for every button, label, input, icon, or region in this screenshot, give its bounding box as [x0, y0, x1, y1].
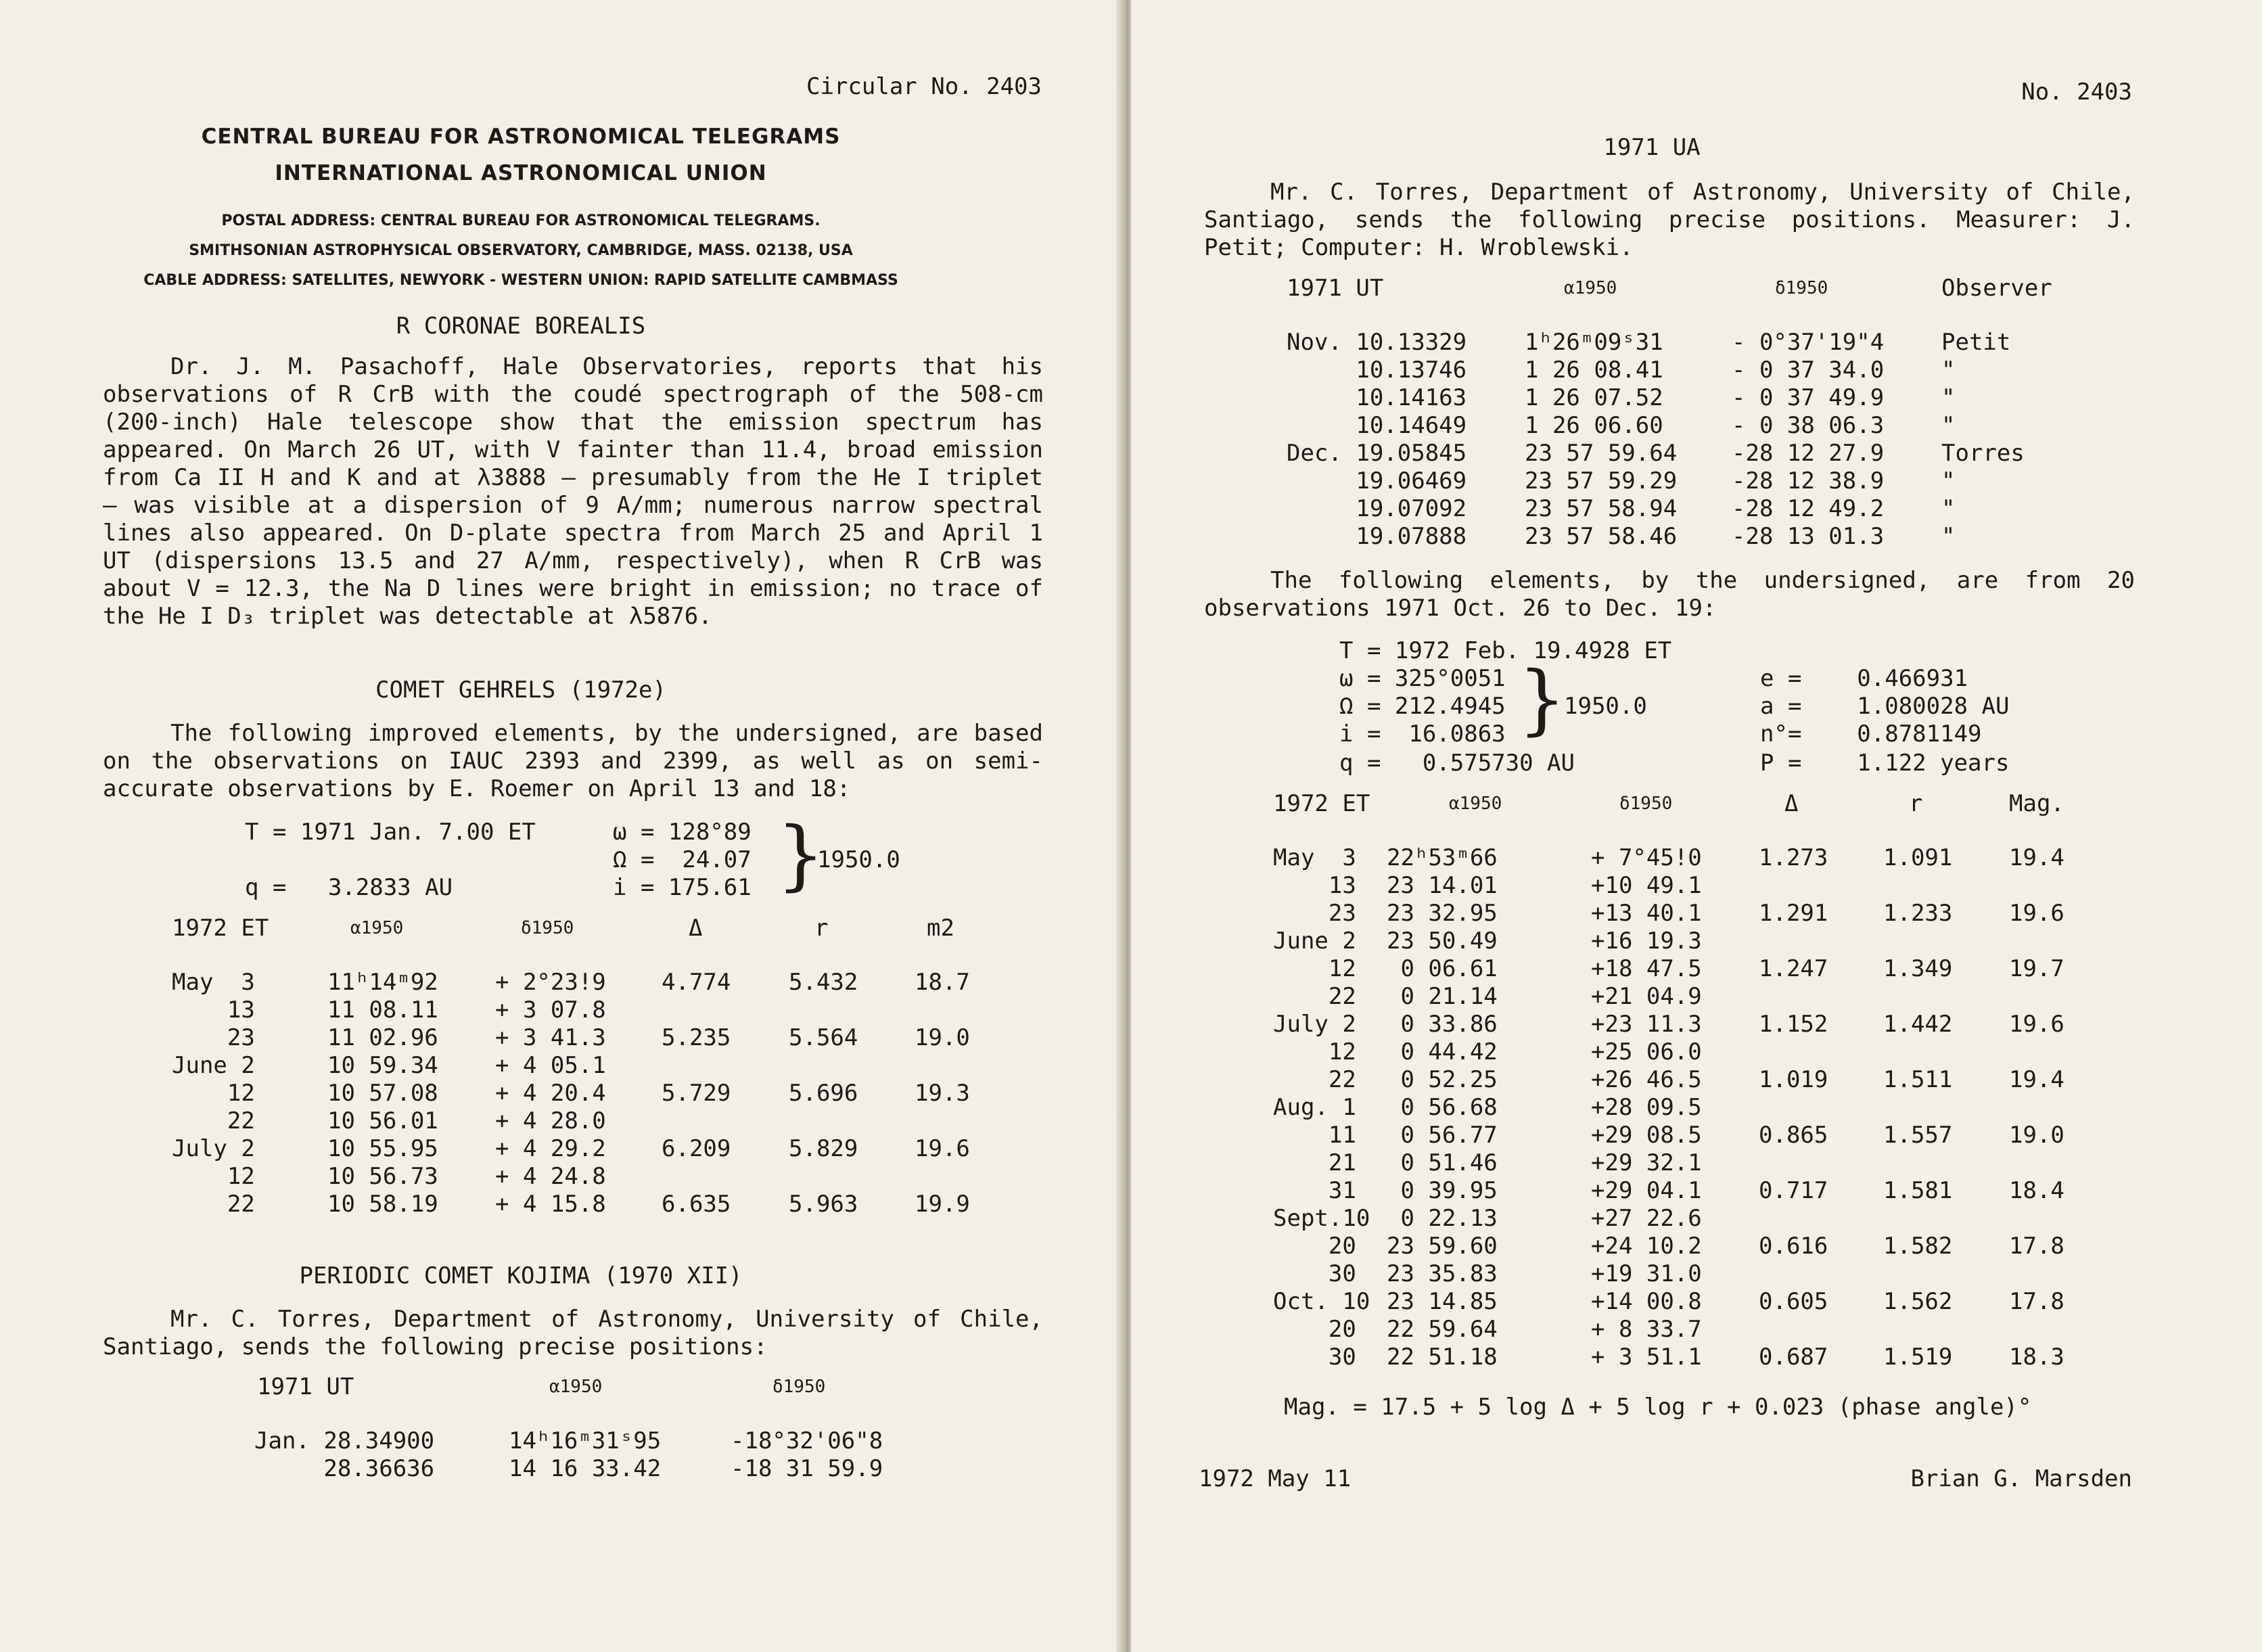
table-cell-dec: +29 04.1 — [1591, 1177, 1702, 1204]
table-cell-date: 30 — [1273, 1344, 1356, 1371]
ua-text: Mr. C. Torres, Department of Astronomy, University of Chile, Santiago, sends the following precise positions. Measurer: J. Petit; Computer: H. Wroblewski. — [1204, 179, 2135, 261]
table-header-dec: δ1950 — [772, 1377, 826, 1397]
table-cell-mag: 18.4 — [2009, 1177, 2064, 1204]
table-header-r: r — [1909, 790, 1923, 817]
ua-positions-table — [1131, 275, 2262, 559]
circular-number-right: No. 2403 — [2021, 78, 2132, 106]
table-cell-dec: - 0°37'19"4 — [1732, 329, 1885, 356]
table-header-mag: m2 — [927, 915, 954, 942]
table-header-dec: δ1950 — [1775, 278, 1828, 298]
table-header-ra: α1950 — [1449, 794, 1502, 814]
table-cell-delta: 1.291 — [1759, 900, 1828, 927]
table-cell-observer: Petit — [1941, 329, 2011, 356]
table-cell-dec: +14 00.8 — [1591, 1288, 1702, 1315]
gehrels-text: The following improved elements, by the undersigned, are based on the observations on IAUC 2393 and 2399, as well as on semi-accurate observations by E. Roemer on April 13 and 18: — [103, 720, 1043, 802]
table-cell-delta: 0.717 — [1759, 1177, 1828, 1204]
rcrb-title: R CORONAE BOREALIS — [396, 313, 646, 340]
table-cell-ra: 14ʰ16ᵐ31ˢ95 — [509, 1427, 662, 1454]
table-cell-dec: -18 31 59.9 — [731, 1455, 883, 1482]
table-cell-date: 22 — [1273, 983, 1356, 1010]
table-cell-dec: -28 12 38.9 — [1732, 467, 1885, 495]
table-cell-dec: + 2°23!9 — [495, 969, 606, 996]
table-cell-dec: +19 31.0 — [1591, 1260, 1702, 1287]
table-cell-r: 1.349 — [1883, 955, 1953, 982]
table-header-dec: δ1950 — [521, 918, 574, 938]
table-cell-dec: + 3 07.8 — [495, 996, 606, 1024]
table-cell-r: 5.696 — [789, 1080, 858, 1107]
ua-element-omega: ω = 325°0051 — [1339, 665, 1506, 692]
table-cell-date: 12 — [172, 1163, 255, 1190]
table-cell-dec: + 4 28.0 — [495, 1107, 606, 1134]
table-cell-r: 1.581 — [1883, 1177, 1953, 1204]
table-cell-ra: 23 35.83 — [1387, 1260, 1498, 1287]
table-header-mag: Mag. — [2009, 790, 2064, 817]
table-cell-mag: 19.0 — [2009, 1122, 2064, 1149]
table-cell-date: Oct. 10 — [1273, 1288, 1370, 1315]
table-cell-mag: 19.4 — [2009, 1066, 2064, 1093]
table-cell-ra: 0 39.95 — [1387, 1177, 1498, 1204]
table-cell-ra: 10 55.95 — [327, 1135, 438, 1162]
ua-ephemeris-table — [1131, 790, 2262, 1392]
table-cell-date: July 2 — [1273, 1011, 1356, 1038]
table-cell-date: Dec. 19.05845 — [1287, 440, 1467, 467]
table-cell-delta: 0.605 — [1759, 1288, 1828, 1315]
table-cell-ra: 14 16 33.42 — [509, 1455, 662, 1482]
rcrb-text: Dr. J. M. Pasachoff, Hale Observatories, reports that his observations of R CrB with the coudé spectrograph of the 508-cm (200-inch) Hale telescope show that the emission spectrum has appeared. On March 26 UT, with V fainter than 11.4, broad emission from Ca II H and K and at λ3888 — presumably from the He I triplet — was visible at a dispersion of 9 A/mm; numerous narrow spectral lines also appeared. On D-plate spectra from March 25 and April 1 UT (dispersions 13.5 and 27 A/mm, respectively), when R CrB was about V = 12.3, the Na D lines were bright in emission; no trace of the He I D₃ triplet was detectable at λ5876. — [103, 353, 1043, 630]
table-cell-date: May 3 — [172, 969, 255, 996]
gehrels-element-omega: ω = 128°89 — [613, 819, 752, 846]
issue-date: 1972 May 11 — [1199, 1465, 1352, 1492]
table-cell-ra: 0 21.14 — [1387, 983, 1498, 1010]
table-cell-ra: 22ʰ53ᵐ66 — [1387, 844, 1498, 871]
postal-address-line1: POSTAL ADDRESS: CENTRAL BUREAU FOR ASTRONOMICAL TELEGRAMS. — [221, 212, 821, 229]
gehrels-element-T: T = 1971 Jan. 7.00 ET — [245, 819, 536, 846]
kojima-title: PERIODIC COMET KOJIMA (1970 XII) — [299, 1262, 743, 1289]
table-cell-date: Aug. 1 — [1273, 1094, 1356, 1121]
table-cell-dec: +16 19.3 — [1591, 927, 1702, 955]
table-cell-r: 5.963 — [789, 1191, 858, 1218]
table-cell-observer: " — [1941, 523, 1956, 550]
table-cell-ra: 11ʰ14ᵐ92 — [327, 969, 438, 996]
table-cell-mag: 19.9 — [915, 1191, 970, 1218]
ua-element-a: a = 1.080028 AU — [1760, 693, 2010, 720]
table-cell-ra: 10 59.34 — [327, 1052, 438, 1079]
table-cell-ra: 22 59.64 — [1387, 1316, 1498, 1343]
table-cell-date: June 2 — [172, 1052, 255, 1079]
table-cell-r: 1.562 — [1883, 1288, 1953, 1315]
table-cell-ra: 10 57.08 — [327, 1080, 438, 1107]
table-cell-r: 1.233 — [1883, 900, 1953, 927]
table-cell-r: 1.091 — [1883, 844, 1953, 871]
table-cell-delta: 6.635 — [662, 1191, 731, 1218]
gehrels-element-q: q = 3.2833 AU — [245, 874, 453, 901]
table-cell-observer: " — [1941, 412, 1956, 439]
table-cell-dec: - 0 37 49.9 — [1732, 384, 1885, 411]
table-cell-mag: 19.6 — [915, 1135, 970, 1162]
table-cell-ra: 22 51.18 — [1387, 1344, 1498, 1371]
table-cell-ra: 0 22.13 — [1387, 1205, 1498, 1232]
table-cell-dec: +24 10.2 — [1591, 1233, 1702, 1260]
postal-address-line2: SMITHSONIAN ASTROPHYSICAL OBSERVATORY, CAMBRIDGE, MASS. 02138, USA — [189, 242, 853, 259]
table-cell-dec: + 4 05.1 — [495, 1052, 606, 1079]
circular-number: Circular No. 2403 — [806, 73, 1042, 100]
table-header-observer: Observer — [1941, 275, 2052, 302]
ua-title: 1971 UA — [1603, 134, 1701, 161]
table-cell-ra: 10 58.19 — [327, 1191, 438, 1218]
table-cell-mag: 17.8 — [2009, 1233, 2064, 1260]
table-cell-dec: + 8 33.7 — [1591, 1316, 1702, 1343]
table-cell-date: Nov. 10.13329 — [1287, 329, 1467, 356]
table-cell-observer: " — [1941, 384, 1956, 411]
table-cell-date: 11 — [1273, 1122, 1356, 1149]
table-cell-delta: 4.774 — [662, 969, 731, 996]
signature: Brian G. Marsden — [1910, 1465, 2132, 1492]
table-cell-dec: + 3 41.3 — [495, 1024, 606, 1051]
table-cell-ra: 0 44.42 — [1387, 1038, 1498, 1065]
table-cell-dec: -28 12 27.9 — [1732, 440, 1885, 467]
table-cell-dec: - 0 37 34.0 — [1732, 357, 1885, 384]
table-cell-dec: -18°32'06"8 — [731, 1427, 883, 1454]
table-cell-ra: 23 59.60 — [1387, 1233, 1498, 1260]
ua-element-incl: i = 16.0863 — [1339, 720, 1506, 748]
table-cell-date: 22 — [1273, 1066, 1356, 1093]
table-cell-dec: +27 22.6 — [1591, 1205, 1702, 1232]
table-cell-dec: +26 46.5 — [1591, 1066, 1702, 1093]
table-cell-date: 12 — [1273, 1038, 1356, 1065]
table-cell-delta: 5.729 — [662, 1080, 731, 1107]
table-cell-ra: 0 56.77 — [1387, 1122, 1498, 1149]
gehrels-title: COMET GEHRELS (1972e) — [375, 676, 666, 704]
table-cell-ra: 23 32.95 — [1387, 900, 1498, 927]
table-cell-delta: 0.687 — [1759, 1344, 1828, 1371]
table-header-r: r — [814, 915, 829, 942]
table-cell-r: 5.432 — [789, 969, 858, 996]
table-cell-ra: 0 56.68 — [1387, 1094, 1498, 1121]
table-cell-observer: " — [1941, 467, 1956, 495]
table-cell-ra: 0 06.61 — [1387, 955, 1498, 982]
table-cell-dec: +23 11.3 — [1591, 1011, 1702, 1038]
table-cell-date: 23 — [172, 1024, 255, 1051]
ua-element-n: n°= 0.8781149 — [1760, 720, 1982, 748]
table-cell-delta: 1.019 — [1759, 1066, 1828, 1093]
table-cell-date: 19.07092 — [1287, 495, 1467, 522]
table-cell-delta: 1.152 — [1759, 1011, 1828, 1038]
ua-element-e: e = 0.466931 — [1760, 665, 1968, 692]
gehrels-element-incl: i = 175.61 — [613, 874, 752, 901]
table-cell-date: 10.14163 — [1287, 384, 1467, 411]
table-cell-date: May 3 — [1273, 844, 1356, 871]
table-cell-dec: +28 09.5 — [1591, 1094, 1702, 1121]
table-cell-dec: - 0 38 06.3 — [1732, 412, 1885, 439]
table-cell-date: Jan. 28.34900 — [254, 1427, 435, 1454]
table-header-ra: α1950 — [549, 1377, 603, 1397]
ua-element-T: T = 1972 Feb. 19.4928 ET — [1339, 637, 1672, 664]
table-cell-r: 1.511 — [1883, 1066, 1953, 1093]
bureau-heading: CENTRAL BUREAU FOR ASTRONOMICAL TELEGRAMS — [201, 124, 841, 149]
ua-element-P: P = 1.122 years — [1760, 750, 2010, 777]
table-cell-date: 28.36636 — [254, 1455, 435, 1482]
table-cell-ra: 0 51.46 — [1387, 1149, 1498, 1176]
table-cell-mag: 19.0 — [915, 1024, 970, 1051]
union-heading: INTERNATIONAL ASTRONOMICAL UNION — [275, 161, 767, 185]
table-header-date: 1971 UT — [1287, 275, 1384, 302]
table-cell-ra: 23 50.49 — [1387, 927, 1498, 955]
cable-address: CABLE ADDRESS: SATELLITES, NEWYORK - WESTERN UNION: RAPID SATELLITE CAMBMASS — [143, 272, 898, 289]
table-cell-mag: 18.7 — [915, 969, 970, 996]
table-header-delta: Δ — [689, 915, 703, 942]
table-cell-delta: 1.247 — [1759, 955, 1828, 982]
table-cell-r: 1.557 — [1883, 1122, 1953, 1149]
table-cell-ra: 23 57 58.46 — [1525, 523, 1678, 550]
table-cell-mag: 18.3 — [2009, 1344, 2064, 1371]
table-cell-date: 31 — [1273, 1177, 1356, 1204]
right-page — [1131, 0, 2262, 1652]
table-cell-r: 5.564 — [789, 1024, 858, 1051]
table-header-date: 1972 ET — [1273, 790, 1370, 817]
table-cell-date: 21 — [1273, 1149, 1356, 1176]
table-cell-dec: -28 12 49.2 — [1732, 495, 1885, 522]
table-cell-dec: + 3 51.1 — [1591, 1344, 1702, 1371]
table-cell-r: 5.829 — [789, 1135, 858, 1162]
table-cell-dec: + 4 20.4 — [495, 1080, 606, 1107]
gehrels-ephemeris-table — [0, 915, 1124, 1226]
table-cell-date: 19.07888 — [1287, 523, 1467, 550]
table-cell-date: 22 — [172, 1191, 255, 1218]
ua-element-node: Ω = 212.4945 — [1339, 693, 1506, 720]
kojima-text: Mr. C. Torres, Department of Astronomy, University of Chile, Santiago, sends the following precise positions: — [103, 1306, 1043, 1360]
ua-elements-text: The following elements, by the undersigned, are from 20 observations 1971 Oct. 26 to Dec. 19: — [1204, 567, 2135, 622]
table-header-date: 1971 UT — [257, 1373, 354, 1400]
table-cell-dec: +29 08.5 — [1591, 1122, 1702, 1149]
table-cell-dec: + 4 29.2 — [495, 1135, 606, 1162]
table-cell-ra: 1 26 06.60 — [1525, 412, 1663, 439]
table-cell-ra: 23 57 59.64 — [1525, 440, 1678, 467]
table-header-date: 1972 ET — [172, 915, 269, 942]
table-cell-date: 12 — [172, 1080, 255, 1107]
table-cell-dec: +21 04.9 — [1591, 983, 1702, 1010]
table-cell-dec: +25 06.0 — [1591, 1038, 1702, 1065]
table-cell-ra: 1 26 08.41 — [1525, 357, 1663, 384]
table-cell-ra: 1ʰ26ᵐ09ˢ31 — [1525, 329, 1663, 356]
ua-brace: } — [1518, 656, 1567, 743]
table-cell-delta: 6.209 — [662, 1135, 731, 1162]
table-cell-r: 1.519 — [1883, 1344, 1953, 1371]
table-cell-ra: 0 33.86 — [1387, 1011, 1498, 1038]
gehrels-element-node: Ω = 24.07 — [613, 846, 752, 873]
table-cell-ra: 10 56.01 — [327, 1107, 438, 1134]
table-cell-mag: 19.7 — [2009, 955, 2064, 982]
table-cell-r: 1.442 — [1883, 1011, 1953, 1038]
table-cell-ra: 10 56.73 — [327, 1163, 438, 1190]
table-cell-ra: 23 57 59.29 — [1525, 467, 1678, 495]
table-cell-dec: + 4 15.8 — [495, 1191, 606, 1218]
table-cell-date: 19.06469 — [1287, 467, 1467, 495]
table-cell-mag: 19.4 — [2009, 844, 2064, 871]
table-cell-date: 13 — [1273, 872, 1356, 899]
gehrels-brace: } — [777, 811, 825, 899]
table-cell-delta: 5.235 — [662, 1024, 731, 1051]
table-cell-ra: 11 02.96 — [327, 1024, 438, 1051]
table-cell-ra: 23 14.85 — [1387, 1288, 1498, 1315]
table-cell-dec: -28 13 01.3 — [1732, 523, 1885, 550]
ua-element-q: q = 0.575730 AU — [1339, 750, 1575, 777]
table-cell-date: 20 — [1273, 1316, 1356, 1343]
table-cell-mag: 19.6 — [2009, 1011, 2064, 1038]
table-cell-observer: Torres — [1941, 440, 2025, 467]
table-cell-date: June 2 — [1273, 927, 1356, 955]
table-cell-r: 1.582 — [1883, 1233, 1953, 1260]
table-cell-ra: 23 57 58.94 — [1525, 495, 1678, 522]
left-page — [0, 0, 1124, 1652]
table-cell-observer: " — [1941, 357, 1956, 384]
table-cell-dec: +18 47.5 — [1591, 955, 1702, 982]
table-cell-mag: 19.3 — [915, 1080, 970, 1107]
table-cell-dec: +13 40.1 — [1591, 900, 1702, 927]
table-cell-dec: + 7°45!0 — [1591, 844, 1702, 871]
table-cell-date: 10.14649 — [1287, 412, 1467, 439]
ua-magnitude-formula: Mag. = 17.5 + 5 log Δ + 5 log r + 0.023 (phase angle)° — [1284, 1394, 2032, 1421]
table-cell-date: 23 — [1273, 900, 1356, 927]
table-cell-ra: 0 52.25 — [1387, 1066, 1498, 1093]
table-header-dec: δ1950 — [1619, 794, 1673, 814]
table-cell-delta: 0.865 — [1759, 1122, 1828, 1149]
table-cell-delta: 0.616 — [1759, 1233, 1828, 1260]
table-cell-date: 13 — [172, 996, 255, 1024]
table-cell-date: Sept.10 — [1273, 1205, 1370, 1232]
table-cell-date: 20 — [1273, 1233, 1356, 1260]
table-header-ra: α1950 — [350, 918, 404, 938]
table-header-ra: α1950 — [1564, 278, 1617, 298]
table-cell-ra: 11 08.11 — [327, 996, 438, 1024]
table-cell-mag: 19.6 — [2009, 900, 2064, 927]
table-cell-ra: 1 26 07.52 — [1525, 384, 1663, 411]
table-cell-delta: 1.273 — [1759, 844, 1828, 871]
table-cell-mag: 17.8 — [2009, 1288, 2064, 1315]
table-cell-date: July 2 — [172, 1135, 255, 1162]
table-cell-dec: +29 32.1 — [1591, 1149, 1702, 1176]
table-cell-observer: " — [1941, 495, 1956, 522]
table-cell-date: 30 — [1273, 1260, 1356, 1287]
table-cell-date: 22 — [172, 1107, 255, 1134]
kojima-positions-table — [0, 1373, 1124, 1495]
table-cell-dec: +10 49.1 — [1591, 872, 1702, 899]
table-cell-date: 10.13746 — [1287, 357, 1467, 384]
table-cell-dec: + 4 24.8 — [495, 1163, 606, 1190]
table-cell-date: 12 — [1273, 955, 1356, 982]
gehrels-epoch: 1950.0 — [817, 846, 900, 873]
ua-epoch: 1950.0 — [1564, 693, 1647, 720]
table-cell-ra: 23 14.01 — [1387, 872, 1498, 899]
table-header-delta: Δ — [1784, 790, 1799, 817]
